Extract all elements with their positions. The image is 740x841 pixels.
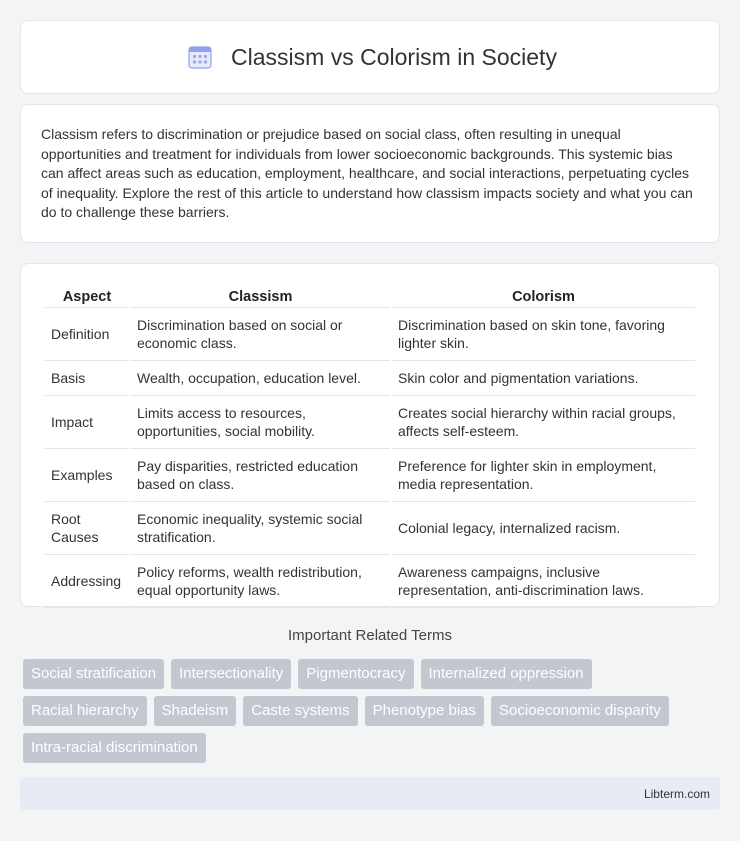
table-row — [45, 449, 695, 502]
header-classism: Classism — [131, 284, 390, 308]
header-card — [20, 20, 720, 94]
table-row — [45, 396, 695, 449]
row-classism: Limits access to resources, opportunities, social mobility. — [131, 396, 390, 449]
row-colorism: Creates social hierarchy within racial groups, affects self-esteem. — [392, 396, 695, 449]
table-header-row — [45, 284, 695, 308]
row-classism: Policy reforms, wealth redistribution, equal opportunity laws. — [131, 555, 390, 608]
tag-caste-systems[interactable]: Caste systems — [243, 696, 357, 726]
table-row — [45, 361, 695, 396]
footer-site-link[interactable]: Libterm.com — [643, 786, 710, 801]
comparison-table-card — [20, 263, 720, 607]
intro-card — [20, 104, 720, 243]
row-classism: Discrimination based on social or economic class. — [131, 308, 390, 361]
row-colorism: Awareness campaigns, inclusive representation, anti-discrimination laws. — [392, 555, 695, 608]
row-colorism: Preference for lighter skin in employment, media representation. — [392, 449, 695, 502]
table-row — [45, 555, 695, 608]
tag-intra-racial-discrimination[interactable]: Intra-racial discrimination — [23, 733, 206, 763]
tag-intersectionality[interactable]: Intersectionality — [171, 659, 291, 689]
header-colorism: Colorism — [392, 284, 695, 308]
row-aspect: Basis — [45, 361, 129, 396]
calendar-grid-icon — [183, 40, 217, 74]
header-inner — [183, 40, 557, 74]
table-row — [45, 502, 695, 555]
row-aspect: Root Causes — [45, 502, 129, 555]
row-colorism: Skin color and pigmentation variations. — [392, 361, 695, 396]
tag-social-stratification[interactable]: Social stratification — [23, 659, 164, 689]
row-aspect: Examples — [45, 449, 129, 502]
tag-internalized-oppression[interactable]: Internalized oppression — [421, 659, 592, 689]
row-aspect: Addressing — [45, 555, 129, 608]
tag-pigmentocracy[interactable]: Pigmentocracy — [298, 659, 413, 689]
row-classism: Pay disparities, restricted education based on class. — [131, 449, 390, 502]
tag-phenotype-bias[interactable]: Phenotype bias — [365, 696, 484, 726]
row-colorism: Colonial legacy, internalized racism. — [392, 502, 695, 555]
row-classism: Wealth, occupation, education level. — [131, 361, 390, 396]
row-aspect: Definition — [45, 308, 129, 361]
related-terms-title: Important Related Terms — [288, 627, 452, 644]
intro-paragraph: Classism refers to discrimination or prejudice based on social class, often resulting in unequal opportunities and treatment for individuals from lower socioeconomic backgrounds. This systemic bias can affect areas such as education, employment, healthcare, and social interactions, perpetuating cycles of inequality. Explore the rest of this article to understand how classism impacts society and what you can do to challenge these barriers. — [41, 126, 693, 220]
related-terms-tags — [23, 659, 713, 763]
comparison-table — [43, 284, 697, 608]
row-aspect: Impact — [45, 396, 129, 449]
page-title: Classism vs Colorism in Society — [231, 43, 557, 70]
tag-socioeconomic-disparity[interactable]: Socioeconomic disparity — [491, 696, 669, 726]
footer — [20, 777, 720, 810]
tag-shadeism[interactable]: Shadeism — [154, 696, 237, 726]
tag-racial-hierarchy[interactable]: Racial hierarchy — [23, 696, 147, 726]
table-row — [45, 308, 695, 361]
header-aspect: Aspect — [45, 284, 129, 308]
row-colorism: Discrimination based on skin tone, favoring lighter skin. — [392, 308, 695, 361]
row-classism: Economic inequality, systemic social stratification. — [131, 502, 390, 555]
